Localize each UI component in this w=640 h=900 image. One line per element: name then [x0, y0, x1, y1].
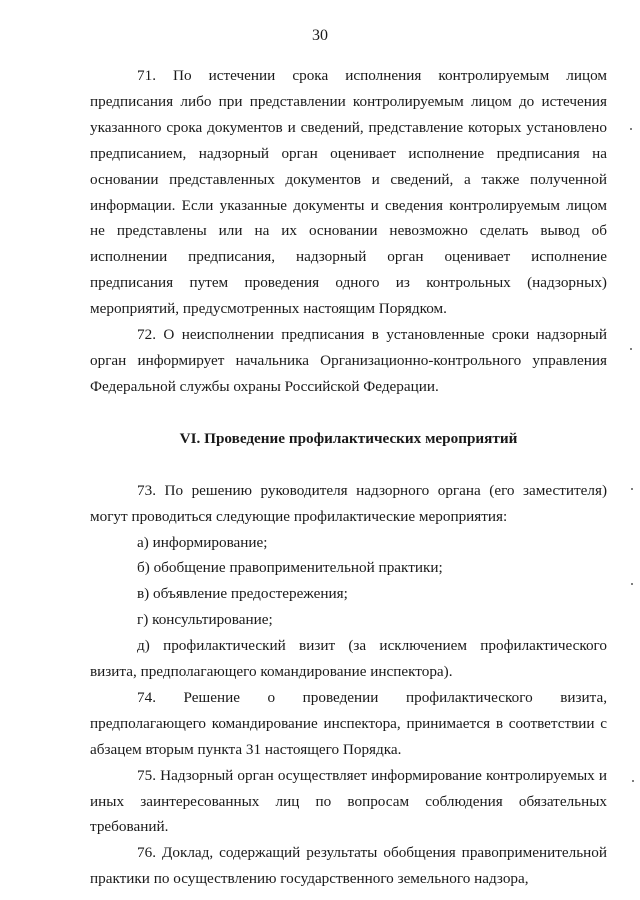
- list-item-generalization: б) обобщение правоприменительной практики;: [137, 559, 443, 577]
- list-item-informing: а) информирование;: [137, 533, 268, 551]
- list-item-preventive-visit: д) профилактический визит (за исключением профилактического визита, предполагающего командирование инспектора).: [90, 637, 607, 681]
- scan-speck: [630, 348, 632, 350]
- scan-speck: [632, 780, 634, 782]
- paragraph-73: 73. По решению руководителя надзорного органа (его заместителя) могут проводиться следующие профилактические мероприятия:: [90, 481, 607, 525]
- scan-speck: [631, 488, 633, 490]
- scan-speck: [630, 128, 632, 130]
- scan-speck: [631, 583, 633, 585]
- list-item-consulting: г) консультирование;: [137, 611, 273, 629]
- section-heading: VI. Проведение профилактических мероприятий: [179, 429, 518, 447]
- list-item-warning: в) объявление предостережения;: [137, 585, 348, 603]
- paragraph-71: 71. По истечении срока исполнения контролируемым лицом предписания либо при представлении контролируемым лицом до истечения указанного срока документов и сведений, представление которых установлено предписанием, надзорный орган оценивает исполнение предписания на основании представленных документов и сведений, а также полученной информации. Если указанные документы и сведения контролируемым лицом не представлены или на их основании невозможно сделать вывод об исполнении предписания, надзорный орган оценивает исполнение предписания путем проведения одного из контрольных (надзорных) мероприятий, предусмотренных настоящим Порядком.: [90, 67, 607, 318]
- paragraph-75: 75. Надзорный орган осуществляет информирование контролируемых и иных заинтересованных лиц по вопросам соблюдения обязательных требований.: [90, 766, 607, 836]
- paragraph-72: 72. О неисполнении предписания в установленные сроки надзорный орган информирует начальника Организационно-контрольного управления Федеральной службы охраны Российской Федерации.: [90, 326, 607, 395]
- page-number: 30: [312, 27, 328, 44]
- paragraph-76: 76. Доклад, содержащий результаты обобщения правоприменительной практики по осуществлению государственного земельного надзора,: [90, 844, 607, 888]
- document-body: [90, 63, 607, 892]
- paragraph-74: 74. Решение о проведении профилактического визита, предполагающего командирование инспектора, принимается в соответствии с абзацем вторым пункта 31 настоящего Порядка.: [90, 688, 607, 758]
